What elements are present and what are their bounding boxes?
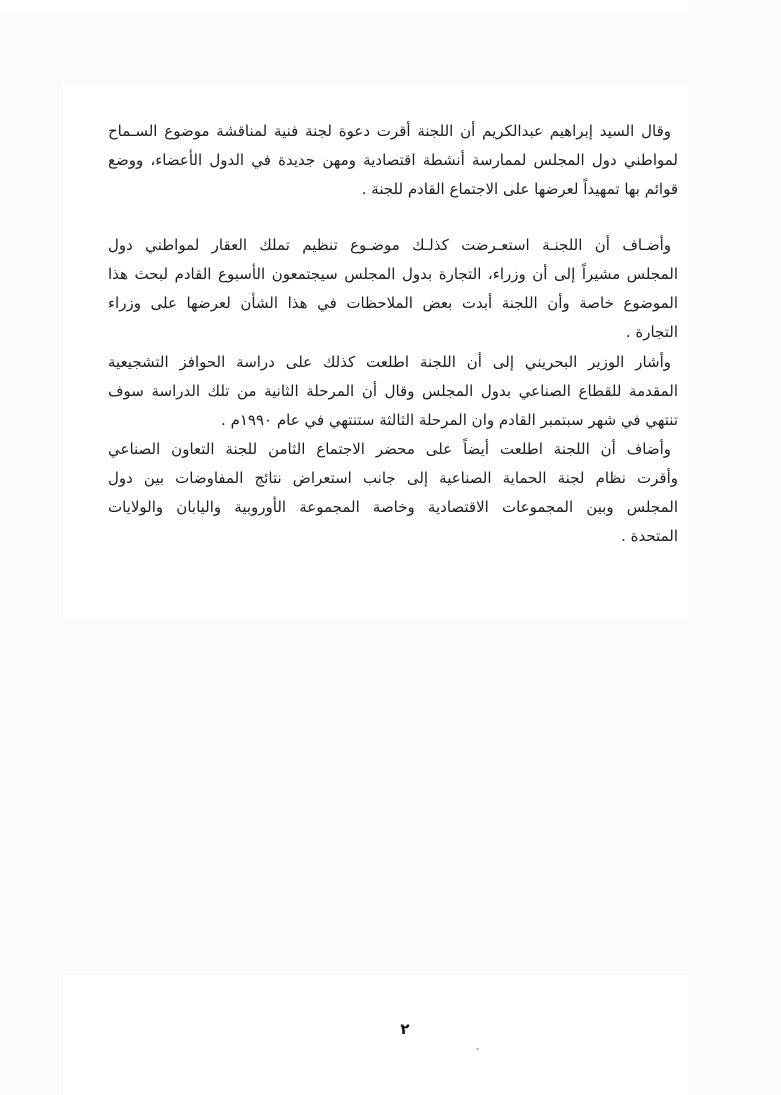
text-line: وأضـاف أن اللجنـة استعـرضت كذلـك موضـوع تنظيم تملك العقار لمواطني دول [108,236,671,254]
text-line: وأشار الوزير البحريني إلى أن اللجنة اطلعت كذلك على دراسة الحوافز التشجيعية [108,353,671,371]
text-line: المقدمة للقطاع الصناعي بدول المجلس وقال أن المرحلة الثانية من تلك الدراسة سوف [108,382,678,400]
text-line: الموضوع خاصة وأن اللجنة أبدت بعض الملاحظات في هذا الشأن لعرضها على وزراء [108,294,678,312]
scan-speck [476,1048,479,1050]
text-line: تنتهي في شهر سبتمبر القادم وان المرحلة الثالثة ستنتهي في عام ١٩٩٠م . [221,411,678,429]
text-line: المتحدة . [621,527,678,545]
text-line: لمواطني دول المجلس لممارسة أنشطة اقتصادية ومهن جديدة في الدول الأعضاء، ووضع [108,151,678,169]
page-top-edge-strip [0,0,688,13]
paragraph-3 [108,348,678,435]
text-line: المجلس وبين المجموعات الاقتصادية وخاصة المجموعة الأوروبية واليابان والولايات [108,498,678,516]
paragraph-1 [108,117,678,204]
text-line: وأقرت نظام لجنة الحماية الصناعية إلى جانب استعراض نتائج المفاوضات بين دول [108,469,678,487]
text-line: التجارة . [625,323,678,341]
text-line: المجلس مشيراً إلى أن وزراء، التجارة بدول المجلس سيجتمعون الأسبوع القادم لبحث هذا [108,265,678,283]
page-footer-block [63,975,688,1095]
text-line: قوائم بها تمهيداً لعرضها على الاجتماع القادم للجنة . [361,180,678,198]
paragraph-4 [108,435,678,551]
text-line: وقال السيد إبراهيم عبدالكريم أن اللجنة أقرت دعوة لجنة فنية لمناقشة موضوع السـماح [108,122,671,140]
page-number: ٢ [400,1020,410,1038]
text-line: وأضاف أن اللجنة اطلعت أيضاً على محضر الاجتماع الثامن للجنة التعاون الصناعي [108,440,671,458]
paragraph-2 [108,231,678,347]
scanned-document-page [63,85,688,618]
